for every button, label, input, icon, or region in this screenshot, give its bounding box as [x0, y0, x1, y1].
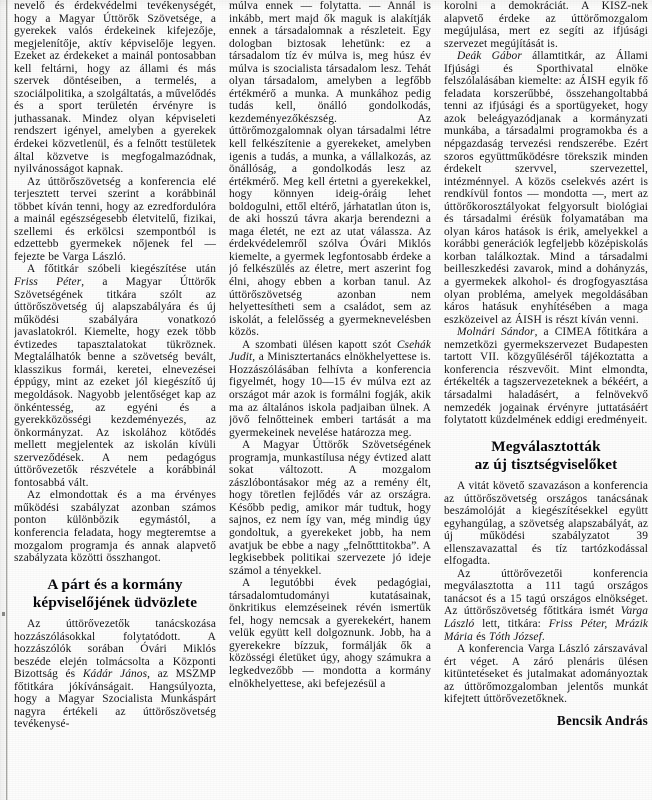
body-text-run: A főtitkár szóbeli kiegészítése után	[27, 263, 216, 276]
emphasized-name: Friss Péter	[14, 276, 82, 289]
emphasized-name: Kádár János	[82, 668, 148, 681]
page-left-rule-shadow	[7, 0, 8, 800]
section-heading-line: képviselőjének üdvözlete	[32, 593, 198, 611]
emphasized-name: Tóth József	[488, 630, 542, 643]
body-paragraph	[444, 568, 648, 643]
body-text-run: Az úttörővezetői konferencia megválasztotta a 111 tagú országos tanácsot és a 15 tagú országos elnökséget. Az úttörőszövetség főtitkára ismét	[444, 567, 648, 618]
body-text-run: lett, titkára:	[474, 618, 549, 631]
body-paragraph: A konferencia Varga László zárszavával ért véget. A záró plenáris ülésen kitüntetéseket és jutalmakat adományoztak az úttörőmozgalomban jelentős munkát kifejtett úttörővezetőknek.	[444, 643, 648, 706]
body-text-run: , a Magyar Úttörők Szövetségének titkára szólt az úttörőszövetség új alapszabályára és új működési szabályára vonatkozó javaslatokról. Kiemelte, hogy ezek több évtizedes tapasztalatokat tükröznek. Megtalálhatók benne a szövetség bevált, klasszikus formái, keretei, elnevezései éppúgy, mint az ezeket jól kiegészítő új megoldások. Nagyobb jelentőséget kap az önkéntesség, az egyéni és a gyerekközösségi kezdeményezés, az önkormányzat. Az iskolához kötődés mellett megjelentek az iskolán kívüli szerveződések. A nem pedagógus úttörővezetők részvétele a korábbinál fontosabbá vált.	[14, 276, 216, 489]
body-paragraph: múlva ennek — folytatta. — Annál is inkább, mert majd ők maguk is alakítják ennek a társadalomnak a részleteit. Egy dologban biztosak lehetünk: ez a társadalom tíz év múlva is, meg húsz év múlva is szocialista társadalom lesz. Tehát olyan társadalom, amelyben a legfőbb értékmérő a munka. A munkához pedig tudás kell, önálló gondolkodás, kezdeményezőkészség. Az úttörőmozgalomnak olyan társadalmi létre kell felkészítenie a gyerekeket, amelyben igenis a tudás, a munka, a vállalkozás, az önállóság, a gondolkodás lesz az értékmérő. Meg kell értetni a gyerekekkel, hogy könnyen ideig-óráig lehet boldogulni, ettől eltérő, járhatatlan úton is, de aki hosszú távra akarja berendezni a maga életét, ne ezt az utat válassza. Az érdekvédelemről szólva Óvári Miklós kiemelte, a gyermek legfontosabb érdeke a jó felkészülés az életre, mert aszerint fog élni, ahogy ebben a korban tanul. Az úttörőszövetség azonban nem helyettesítheti sem a családot, sem az iskolát, a felelősség a gyermeknevelésben közös.	[229, 0, 431, 339]
body-paragraph	[14, 263, 216, 489]
body-text-run: , a Minisztertanács elnökhelyettese is. Hozzászólásában felhívta a konferencia figyelmét, hogy 10—15 év múlva ezt az országot már azok is formálni fogják, akik ma az általános iskola padjaiban ülnek. A jövő felnőtteinek emberi tartását a ma gyermekeinek nevelése határozza meg.	[229, 351, 431, 439]
emphasized-name: Csehák Judit	[229, 338, 431, 364]
body-paragraph	[444, 50, 648, 326]
body-paragraph	[229, 339, 431, 439]
article-byline: Bencsik András	[556, 712, 648, 728]
body-paragraph: Az elmondottak és a ma érvényes működési szabályzat azonban számos ponton különbözik egymástól, a konferencia feladata, hogy megteremtse a mozgalom programja és annak alapvető szabályzata közötti összhangot.	[14, 489, 216, 565]
page-edge-mark	[2, 612, 5, 616]
section-heading-line: Megválasztották	[491, 437, 601, 455]
body-paragraph	[444, 326, 648, 426]
article-columns	[14, 0, 648, 800]
section-heading-line: az új tisztségviselőket	[474, 455, 618, 473]
column-2	[229, 0, 431, 800]
column-3	[444, 0, 648, 800]
body-text-run: államtitkár, az Állami Ifjúsági és Sporthivatal elnöke felszólalásában kiemelte: az ÁISH egyik fő feladata korszerűbbé, összehangoltabbá tenni az ifjúsági és a sportügyeket, hogy azok beleágyazódjanak a kormányzati munkába, a társadalmi programokba és a népgazdaság tervezési rendszerébe. Ezért szoros együttműködésre törekszik minden érdekelt szervvel, szervezettel, intézménnyel. A közös cselekvés azért is rendkívül fontos — mondotta —, mert az úttörőkorosztályokat felgyorsult biológiai és társadalmi érésük folyamatában ma olyan káros hatások is érik, amelyekkel a korábbi generációk legfeljebb középiskolás korban találkoztak. Mind a társadalmi beilleszkedési zavarok, mind a dohányzás, a gyermekek alkohol- és drogfogyasztása olyan probléma, amelyek megoldásában káros hatásuk enyhítésében a maga eszközeivel az ÁISH is részt kíván venni.	[444, 50, 648, 326]
body-paragraph: A vitát követő szavazáson a konferencia az úttörőszövetség országos tanácsának beszámolóját a kiegészítésekkel együtt egyhangúlag, a szövetség alapszabályát, az új működési szabályzatot 39 ellenszavazattal és tíz tartózkodással elfogadta.	[444, 480, 648, 568]
body-text-run: A szombati ülésen kapott szót	[242, 338, 397, 351]
body-paragraph: A legutóbbi évek pedagógiai, társadalomtudományi kutatásainak, önkritikus elemzéseinek révén ismertük fel, hogy nemcsak a gyerekekért, hanem velük együtt kell dolgoznunk. Jobb, ha a gyerekekre bízzuk, formálják ők a közösségi életüket úgy, ahogy számukra a legkedvezőbb — mondotta a kormány elnökhelyettese, aki befejezésül a	[229, 577, 431, 690]
body-text-run: , a CIMEA főtitkára a nemzetközi gyermekszervezet Budapesten tartott VII. közgyűléséről tájékoztatta a konferencia részvevőit. Mint elmondta, értékelték a tagszervezeteknek a békéért, a társadalmi haladásért, a felnövekvő nemzedék jogainak érvényre juttatásáért folytatott küzdelmének eddigi eredményeit.	[444, 326, 648, 427]
column-1	[14, 0, 216, 800]
emphasized-name: Molnári Sándor	[457, 326, 535, 339]
emphasized-name: Friss Péter, Mrázik Mária	[444, 618, 648, 643]
emphasized-name: Varga László	[444, 605, 648, 631]
section-heading-line: A párt és a kormány	[47, 575, 183, 593]
body-text-run: .	[541, 630, 545, 643]
emphasized-name: Deák Gábor	[457, 50, 522, 63]
body-text-run: Az úttörővezetők tanácskozása hozzászólásokkal folytatódott. A hozzászólók sorában Óvári Miklós beszéde elején tolmácsolta a Központi Bizottság és	[14, 618, 216, 681]
body-paragraph: nevelő és érdekvédelmi tevékenységét, hogy a Magyar Úttörők Szövetsége, a gyerekek valós érdekeinek kifejezője, megjelenítője, aktív képviselője legyen. Ezeket az érdekeket a mainál pontosabban kell feltárni, hogy az állami és más szervek döntéseiben, a termelés, a szociálpolitika, a szolgáltatás, a művelődés és a sport területén érvényre is juthassanak. Mindez olyan képviseleti rendszert igényel, amelyben a gyerekek érdekei közvetlenül, és a felnőtt testületek által közvetve is megfogalmazódnak, nyilvánosságot kapnak.	[14, 0, 216, 176]
body-paragraph	[14, 618, 216, 731]
section-heading	[444, 438, 648, 474]
body-paragraph: korolni a demokráciát. A KISZ-nek alapvető érdeke az úttörőmozgalom megújulása, mert ez segíti az ifjúsági szervezet megújítását is.	[444, 0, 648, 50]
body-paragraph: A Magyar Úttörők Szövetségének programja, munkastílusa négy évtized alatt sokat változott. A mozgalom zászlóbontásakor még az a remény élt, hogy töretlen fejlődés vár az országra. Később pedig, amikor már tudtuk, hogy sajnos, ez nem így van, még mindig úgy gondoltuk, a gyerekeket jobb, ha nem avatjuk be ebbe a nagy „felnőtttitokba”. A legkisebbek politikai szervezete jó ideje számol a tényekkel.	[229, 439, 431, 577]
body-paragraph: Az úttörőszövetség a konferencia elé terjesztett tervei szerint a korábbinál többet kíván tenni, hogy az ezredfordulóra a mainál egészségesebb életvitelű, fizikai, szellemi és erkölcsi szempontból is edzettebb gyermekek nőjenek fel — fejezte be Varga László.	[14, 175, 216, 263]
section-heading	[14, 576, 216, 612]
body-text-run: , az MSZMP főtitkára jókívánságait. Hangsúlyozta, hogy a Magyar Szocialista Munkáspárt nagyra értékeli az úttörőszövetség tevékenysé-	[14, 668, 216, 731]
body-text-run: és	[472, 630, 489, 643]
